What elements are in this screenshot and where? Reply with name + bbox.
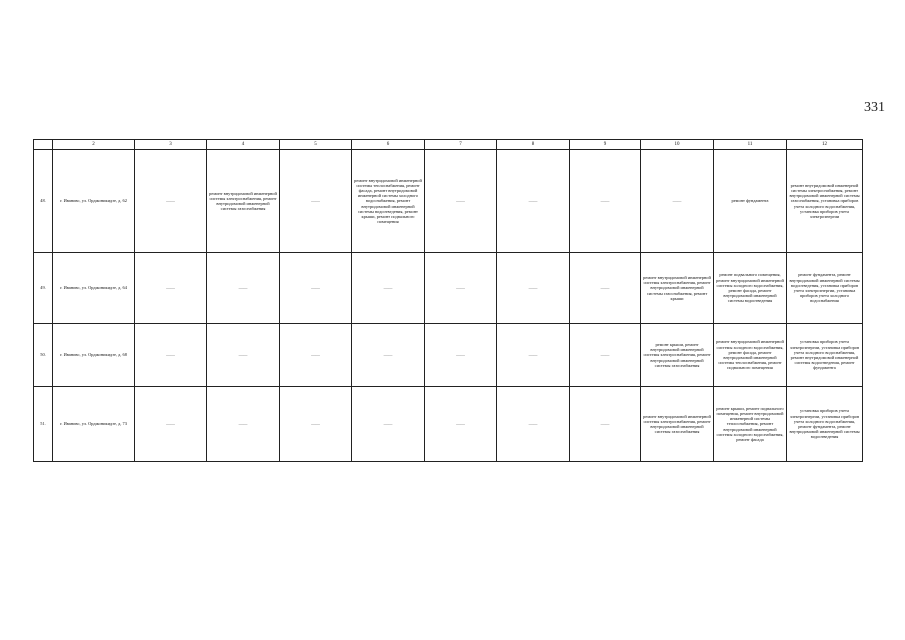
table-cell: ——: [641, 150, 714, 253]
table-cell: ——: [425, 324, 497, 387]
page-number: 331: [864, 100, 885, 115]
table-cell: установка приборов учета электроэнергии, установка приборов учета холодного водоснабжения, ремонт фундамента, ремонт внутридомовой инженерной системы водоотведения: [787, 387, 863, 462]
table-row: [34, 324, 863, 387]
column-header: 11: [714, 140, 787, 150]
row-number: 48.: [34, 150, 53, 253]
table-cell: ——: [207, 324, 280, 387]
address-cell: г. Иваново, ул. Орджоникидзе, д. 62: [53, 150, 135, 253]
column-header: 9: [570, 140, 641, 150]
table-cell: ремонт крыши, ремонт внутридомовой инженерной системы электроснабжения, ремонт внутридомовой инженерной системы газоснабжения: [641, 324, 714, 387]
table-cell: ——: [570, 324, 641, 387]
table-cell: ——: [497, 324, 570, 387]
table-cell: ——: [207, 387, 280, 462]
table-cell: ——: [570, 253, 641, 324]
table-cell: ——: [497, 150, 570, 253]
table-cell: ——: [570, 387, 641, 462]
table-cell: ——: [135, 150, 207, 253]
table-cell: ——: [352, 253, 425, 324]
table-cell: ——: [497, 253, 570, 324]
table-cell: ремонт внутридомовой инженерной системы холодного водоснабжения, ремонт фасада, ремонт внутридомовой инженерной системы теплоснабжения, ремонт подвального помещения: [714, 324, 787, 387]
table-cell: ремонт крыши, ремонт подвального помещения, ремонт внутридомовой инженерной системы теплоснабжения, ремонт внутридомовой инженерной системы холодного водоснабжения, ремонт фасада: [714, 387, 787, 462]
column-header: [34, 140, 53, 150]
table-cell: ——: [280, 387, 352, 462]
table-cell: ——: [135, 324, 207, 387]
table-cell: ——: [207, 253, 280, 324]
repair-schedule-table: [33, 139, 863, 462]
table-cell: ремонт фундамента: [714, 150, 787, 253]
row-number: 51.: [34, 387, 53, 462]
table-cell: ремонт фундамента, ремонт внутридомовой инженерной системы водоотведения, установка приборов учета электроэнергии, установка приборов учета холодного водоснабжения: [787, 253, 863, 324]
column-header: 2: [53, 140, 135, 150]
table-cell: ремонт внутридомовой инженерной системы электроснабжения, ремонт внутридомовой инженерной системы газоснабжения, ремонт крыши: [641, 253, 714, 324]
column-header: 10: [641, 140, 714, 150]
table-row: [34, 253, 863, 324]
table-row: [34, 387, 863, 462]
address-cell: г. Иваново, ул. Орджоникидзе, д. 68: [53, 324, 135, 387]
column-header: 6: [352, 140, 425, 150]
table-cell: ремонт внутридомовой инженерной системы электроснабжения, ремонт внутридомовой инженерной системы газоснабжения, установка приборов учета холодного водоснабжения, установка приборов учета электроэнергии: [787, 150, 863, 253]
table-cell: ремонт внутридомовой инженерной системы теплоснабжения, ремонт фасада, ремонт внутридомовой инженерной системы холодного водоснабжения, ремонт внутридомовой инженерной системы водоотведения, ремонт крыши, ремонт подвального помещения: [352, 150, 425, 253]
column-header: 5: [280, 140, 352, 150]
column-header: 4: [207, 140, 280, 150]
table-row: [34, 150, 863, 253]
table-cell: ——: [425, 150, 497, 253]
address-cell: г. Иваново, ул. Орджоникидзе, д. 64: [53, 253, 135, 324]
table-cell: ——: [352, 387, 425, 462]
address-cell: г. Иваново, ул. Орджоникидзе, д. 73: [53, 387, 135, 462]
column-header: 3: [135, 140, 207, 150]
column-header: 12: [787, 140, 863, 150]
table-cell: ремонт подвального помещения, ремонт внутридомовой инженерной системы холодного водоснабжения, ремонт фасада, ремонт внутридомовой инженерной системы водоотведения: [714, 253, 787, 324]
row-number: 49.: [34, 253, 53, 324]
table-cell: ремонт внутридомовой инженерной системы электроснабжения, ремонт внутридомовой инженерной системы газоснабжения: [207, 150, 280, 253]
row-number: 50.: [34, 324, 53, 387]
table-cell: ——: [135, 387, 207, 462]
header-row: [34, 140, 863, 150]
table-cell: ——: [497, 387, 570, 462]
table-cell: ——: [280, 150, 352, 253]
column-header: 8: [497, 140, 570, 150]
table-cell: ——: [425, 253, 497, 324]
table-cell: ——: [280, 324, 352, 387]
table-cell: ——: [425, 387, 497, 462]
column-header: 7: [425, 140, 497, 150]
table-cell: ——: [280, 253, 352, 324]
table-cell: ——: [135, 253, 207, 324]
table-cell: ремонт внутридомовой инженерной системы электроснабжения, ремонт внутридомовой инженерной системы газоснабжения: [641, 387, 714, 462]
table-cell: ——: [352, 324, 425, 387]
table-cell: ——: [570, 150, 641, 253]
table-cell: установка приборов учета электроэнергии, установка приборов учета холодного водоснабжения, ремонт внутридомовой инженерной системы водоотведения, ремонт фундамента: [787, 324, 863, 387]
